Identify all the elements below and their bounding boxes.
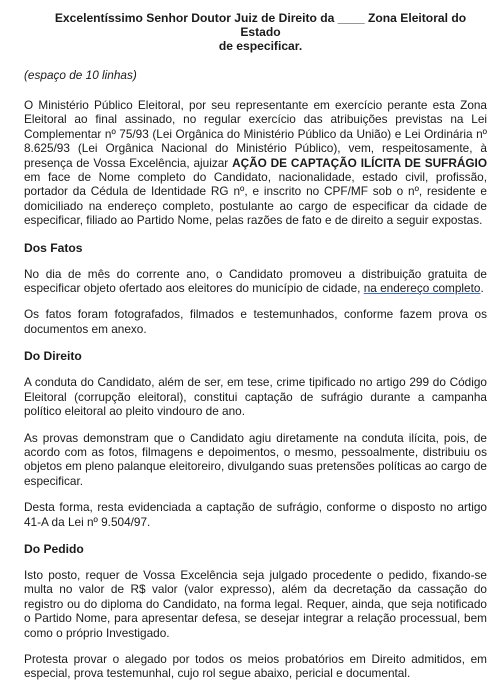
intro-text-1: O Ministério Público Eleitoral, por seu representante em exercício perante esta Zona Eleitoral ao final assinado, no regular exercício das atribuições previstas na Lei Complementar nº 75/93 (Lei Orgânica do Ministério Público da União) e Lei Ordinária nº 8.625/93 (Lei Orgânica Nacional do Ministério Público), vem, respeitosamente, à presença de Vossa Excelência, ajuizar <box>24 98 487 170</box>
facts-paragraph-1 <box>24 267 487 296</box>
law-paragraph-3: Desta forma, resta evidenciada a captação de sufrágio, conforme o disposto no artigo 41-A da Lei nº 9.504/97. <box>24 500 487 529</box>
facts-end: . <box>480 281 484 296</box>
request-paragraph-1: Isto posto, requer de Vossa Excelência seja julgado procedente o pedido, fixando-se multa no valor de R$ valor (valor expresso), além da decretação da cassação do registro ou do diploma do Candidato, na forma legal. Requer, ainda, que seja notificado o Partido Nome, para apresentar defesa, se desejar integrar a relação processual, bem como o próprio Investigado. <box>24 567 487 640</box>
heading-line-1: Excelentíssimo Senhor Doutor Juiz de Direito da ____ Zona Eleitoral do Estado <box>54 11 467 39</box>
address-underlined: na endereço completo <box>363 281 481 296</box>
heading-line-2: de especificar. <box>218 39 303 53</box>
section-title-request: Do Pedido <box>24 541 84 556</box>
section-title-facts: Dos Fatos <box>24 240 83 255</box>
facts-paragraph-2: Os fatos foram fotografados, filmados e testemunhados, conforme fazem prova os documentos em anexo. <box>24 307 487 336</box>
action-title: AÇÃO DE CAPTAÇÃO ILÍCITA DE SUFRÁGIO <box>232 155 487 170</box>
intro-paragraph <box>24 98 487 228</box>
document-heading <box>42 0 479 53</box>
intro-text-2: em face de Nome completo do Candidato, nacionalidade, estado civil, profissão, portador da Cédula de Identidade RG nº, e inscrito no CPF/MF sob o nº, residente e domiciliado na endereço completo, postulante ao cargo de especificar da cidade de especificar, filiado ao Partido Nome, pelas razões de fato e de direito a seguir expostas. <box>24 170 487 228</box>
space-note: (espaço de 10 linhas) <box>24 68 137 82</box>
law-paragraph-1: A conduta do Candidato, além de ser, em tese, crime tipificado no artigo 299 do Código Eleitoral (corrupção eleitoral), constitui captação de sufrágio durante a campanha político eleitoral ao pleito vindouro de ano. <box>24 375 487 419</box>
request-paragraph-2: Protesta provar o alegado por todos os meios probatórios em Direito admitidos, em especial, prova testemunhal, cujo rol segue abaixo, pericial e documental. <box>24 651 487 681</box>
law-paragraph-2: As provas demonstram que o Candidato agiu diretamente na conduta ilícita, pois, de acordo com as fotos, filmagens e depoimentos, o mesmo, pessoalmente, distribuiu os objetos em pleno palanque eleitoreiro, divulgando suas pretensões políticas ao cargo de especificar. <box>24 430 487 488</box>
facts-text: No dia de mês do corrente ano, o Candidato promoveu a distribuição gratuita de especificar objeto ofertado aos eleitores do município de cidade, <box>24 266 487 296</box>
section-title-law: Do Direito <box>24 349 82 364</box>
